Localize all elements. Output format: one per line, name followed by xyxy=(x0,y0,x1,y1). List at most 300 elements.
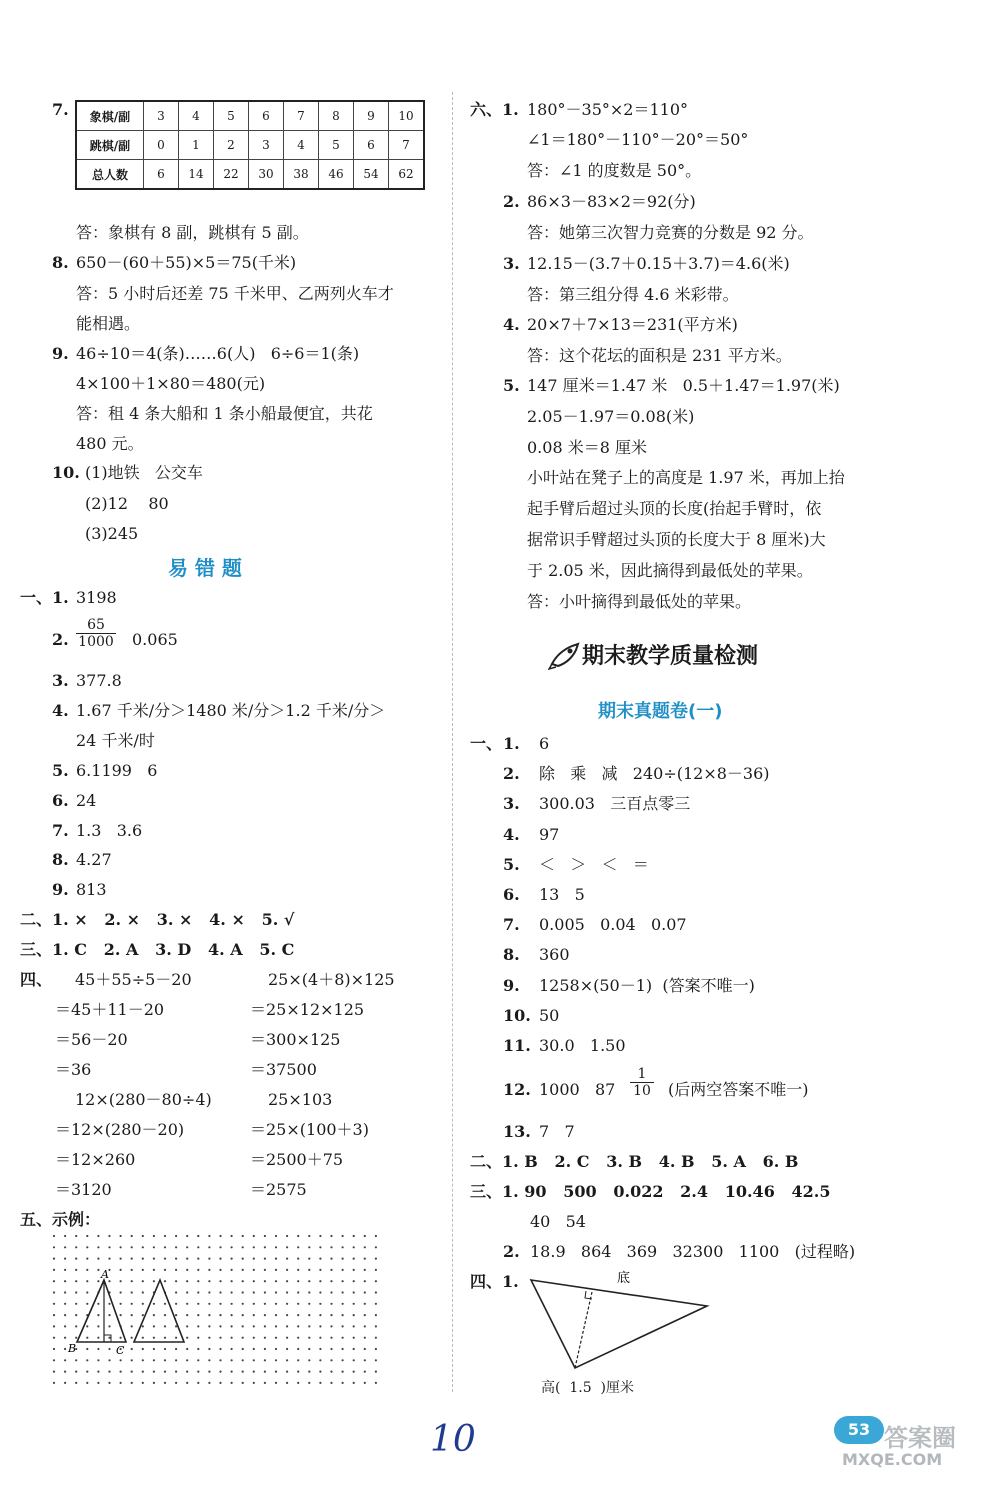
grid-dot xyxy=(308,1382,310,1384)
grid-dot xyxy=(308,1235,310,1237)
grid-dot xyxy=(308,1291,310,1293)
grid-dot xyxy=(208,1314,210,1316)
grid-dot xyxy=(208,1258,210,1260)
answer-line: (1)地铁 公交车 xyxy=(85,463,203,482)
grid-dot xyxy=(153,1280,155,1282)
answer-line: 18.9 864 369 32300 1100 (过程略) xyxy=(530,1242,856,1261)
grid-dot xyxy=(175,1337,177,1339)
grid-dot xyxy=(297,1303,299,1305)
grid-dot xyxy=(97,1258,99,1260)
grid-dot xyxy=(75,1269,77,1271)
table-cell: 4 xyxy=(284,131,319,160)
grid-dot xyxy=(86,1337,88,1339)
grid-dot xyxy=(330,1337,332,1339)
q-number: 7. xyxy=(52,821,69,840)
grid-dot xyxy=(375,1371,377,1373)
grid-dot xyxy=(319,1348,321,1350)
grid-dot xyxy=(153,1258,155,1260)
grid-dot xyxy=(364,1348,366,1350)
row-header: 象棋/副 xyxy=(76,101,144,131)
obtuse-triangle xyxy=(531,1280,707,1368)
answer-line: 4.27 xyxy=(76,850,112,869)
q-number: 4. xyxy=(503,315,520,334)
grid-dot xyxy=(353,1382,355,1384)
grid-dot xyxy=(64,1371,66,1373)
grid-dot xyxy=(186,1246,188,1248)
answer-line: 30.0 1.50 xyxy=(539,1036,626,1055)
grid-dot xyxy=(375,1325,377,1327)
grid-dot xyxy=(286,1269,288,1271)
grid-dot xyxy=(142,1269,144,1271)
grid-dot xyxy=(219,1337,221,1339)
grid-dot xyxy=(164,1314,166,1316)
grid-dot xyxy=(364,1314,366,1316)
section-san-answers: 三、1. C 2. A 3. D 4. A 5. C xyxy=(20,940,295,959)
table-cell: 46 xyxy=(319,160,354,190)
grid-dot xyxy=(142,1258,144,1260)
table-cell: 7 xyxy=(284,101,319,131)
answer-line: 24 xyxy=(76,791,97,810)
grid-dot xyxy=(120,1291,122,1293)
grid-dot xyxy=(64,1235,66,1237)
grid-dot xyxy=(219,1359,221,1361)
label-c: C xyxy=(116,1344,125,1357)
section-title-yicuo: 易 错 题 xyxy=(168,556,242,580)
calc-step: ＝2575 xyxy=(250,1180,307,1199)
grid-dot xyxy=(131,1314,133,1316)
grid-dot xyxy=(375,1246,377,1248)
grid-dot xyxy=(208,1337,210,1339)
grid-dot xyxy=(342,1359,344,1361)
grid-dot xyxy=(208,1325,210,1327)
q-number: 12. xyxy=(503,1080,531,1099)
grid-dot xyxy=(75,1280,77,1282)
grid-dot xyxy=(231,1269,233,1271)
grid-dot xyxy=(253,1325,255,1327)
answer-line: 360 xyxy=(539,945,570,965)
grid-dot xyxy=(108,1371,110,1373)
section-si: 四、1. xyxy=(470,1272,519,1291)
grid-dot xyxy=(308,1303,310,1305)
grid-dot xyxy=(97,1246,99,1248)
grid-dot xyxy=(231,1291,233,1293)
grid-dot xyxy=(364,1291,366,1293)
grid-dot xyxy=(353,1314,355,1316)
grid-dot xyxy=(186,1291,188,1293)
grid-dot xyxy=(242,1371,244,1373)
grid-dot xyxy=(231,1314,233,1316)
grid-dot xyxy=(75,1359,77,1361)
grid-dot xyxy=(219,1280,221,1282)
grid-dot xyxy=(286,1280,288,1282)
grid-dot xyxy=(142,1382,144,1384)
calc-step: 25×103 xyxy=(268,1090,333,1109)
grid-dot xyxy=(231,1325,233,1327)
grid-dot xyxy=(364,1269,366,1271)
grid-dot xyxy=(153,1246,155,1248)
fraction-denominator: 1000 xyxy=(76,633,116,650)
grid-dot xyxy=(264,1246,266,1248)
grid-dot xyxy=(375,1280,377,1282)
grid-dot xyxy=(108,1258,110,1260)
grid-dot xyxy=(142,1314,144,1316)
grid-dot xyxy=(308,1348,310,1350)
grid-dot xyxy=(330,1258,332,1260)
grid-dot xyxy=(264,1235,266,1237)
grid-dot xyxy=(197,1314,199,1316)
grid-dot xyxy=(275,1246,277,1248)
table-cell: 30 xyxy=(249,160,284,190)
q-number: 8. xyxy=(503,945,520,965)
grid-dot xyxy=(286,1359,288,1361)
grid-dot xyxy=(64,1291,66,1293)
grid-dot xyxy=(175,1359,177,1361)
grid-dot xyxy=(120,1269,122,1271)
grid-dot xyxy=(142,1246,144,1248)
grid-dot xyxy=(153,1382,155,1384)
section-wu: 五、示例： xyxy=(20,1210,101,1229)
answer-line: 答：象棋有 8 副，跳棋有 5 副。 xyxy=(76,223,309,242)
answer-line: 12.15－(3.7＋0.15＋3.7)＝4.6(米) xyxy=(527,254,790,273)
grid-dot xyxy=(375,1235,377,1237)
answer-line: 4×100＋1×80＝480(元) xyxy=(76,374,266,393)
grid-dot xyxy=(231,1382,233,1384)
grid-dot xyxy=(208,1246,210,1248)
q7-number: 7. xyxy=(52,100,69,119)
grid-dot xyxy=(175,1348,177,1350)
grid-dot xyxy=(308,1371,310,1373)
grid-dot xyxy=(253,1291,255,1293)
grid-dot xyxy=(142,1235,144,1237)
grid-dot xyxy=(175,1246,177,1248)
grid-dot xyxy=(319,1314,321,1316)
grid-dot xyxy=(120,1382,122,1384)
grid-dot xyxy=(131,1371,133,1373)
grid-dot xyxy=(242,1337,244,1339)
grid-dot xyxy=(342,1382,344,1384)
grid-dot xyxy=(142,1371,144,1373)
calc-step: 45＋55÷5－20 xyxy=(75,970,192,989)
grid-dot xyxy=(275,1348,277,1350)
grid-dot xyxy=(53,1314,55,1316)
row-header: 跳棋/副 xyxy=(76,131,144,160)
grid-dot xyxy=(142,1291,144,1293)
grid-dot xyxy=(330,1303,332,1305)
calc-step: ＝25×(100＋3) xyxy=(250,1120,369,1139)
grid-dot xyxy=(219,1246,221,1248)
fraction-numerator: 1 xyxy=(637,1066,647,1082)
grid-dot xyxy=(153,1371,155,1373)
grid-dot xyxy=(264,1359,266,1361)
answer-line: 小叶站在凳子上的高度是 1.97 米，再加上抬 xyxy=(527,468,845,487)
grid-dot xyxy=(275,1258,277,1260)
fraction-denominator: 10 xyxy=(630,1082,654,1099)
grid-dot xyxy=(86,1359,88,1361)
grid-dot xyxy=(197,1258,199,1260)
grid-dot xyxy=(142,1348,144,1350)
answer-line: 答：∠1 的度数是 50°。 xyxy=(527,161,702,180)
grid-dot xyxy=(297,1337,299,1339)
answer-line: 答：她第三次智力竞赛的分数是 92 分。 xyxy=(527,223,814,242)
q-number: 13. xyxy=(503,1122,531,1141)
grid-dot xyxy=(186,1359,188,1361)
grid-dot xyxy=(120,1314,122,1316)
calc-step: ＝2500＋75 xyxy=(250,1150,344,1169)
section-title-juan: 期末真题卷(一) xyxy=(598,701,723,722)
column-divider xyxy=(452,92,453,1392)
grid-dot xyxy=(164,1258,166,1260)
grid-dot xyxy=(153,1325,155,1327)
answer-line: 0.065 xyxy=(132,630,178,649)
answer-line: 能相遇。 xyxy=(76,314,141,333)
calc-step: ＝36 xyxy=(55,1060,92,1079)
grid-dot xyxy=(353,1246,355,1248)
grid-dot xyxy=(330,1235,332,1237)
calc-step: ＝3120 xyxy=(55,1180,112,1199)
grid-dot xyxy=(131,1382,133,1384)
grid-dot xyxy=(186,1348,188,1350)
q-number: 11. xyxy=(503,1036,531,1055)
calc-step: ＝56－20 xyxy=(55,1030,128,1049)
q-number: 9. xyxy=(503,975,520,995)
grid-dot xyxy=(97,1280,99,1282)
calc-step: ＝300×125 xyxy=(250,1030,341,1049)
grid-dot xyxy=(342,1348,344,1350)
answer-line: 答：这个花坛的面积是 231 平方米。 xyxy=(527,346,792,365)
height-label: 高( 1.5 )厘米 xyxy=(541,1380,634,1396)
answer-line: 6.1199 6 xyxy=(76,761,158,780)
grid-dot xyxy=(353,1325,355,1327)
grid-dot xyxy=(53,1246,55,1248)
grid-dot xyxy=(131,1325,133,1327)
grid-dot xyxy=(264,1258,266,1260)
grid-dot xyxy=(275,1314,277,1316)
grid-dot xyxy=(142,1337,144,1339)
answer-line: 86×3－83×2＝92(分) xyxy=(527,192,696,211)
grid-dot xyxy=(131,1359,133,1361)
grid-dot xyxy=(208,1382,210,1384)
grid-dot xyxy=(297,1258,299,1260)
grid-dot xyxy=(375,1314,377,1316)
grid-dot xyxy=(308,1246,310,1248)
grid-dot xyxy=(319,1269,321,1271)
q-number: 9. xyxy=(52,880,69,899)
grid-dot xyxy=(353,1269,355,1271)
grid-dot xyxy=(319,1258,321,1260)
table-cell: 1 xyxy=(179,131,214,160)
grid-dot xyxy=(319,1235,321,1237)
grid-dot xyxy=(297,1371,299,1373)
grid-dot xyxy=(231,1371,233,1373)
answer-line: (2)12 80 xyxy=(85,494,169,513)
answer-line: 1.67 千米/分＞1480 米/分＞1.2 千米/分＞ xyxy=(76,701,386,720)
grid-dot xyxy=(297,1382,299,1384)
grid-dot xyxy=(186,1280,188,1282)
grid-dot xyxy=(97,1303,99,1305)
q-number: 10. xyxy=(503,1005,531,1025)
grid-dot xyxy=(97,1269,99,1271)
grid-dot xyxy=(342,1280,344,1282)
grid-dot xyxy=(231,1359,233,1361)
section-san-line1: 三、1. 90 500 0.022 2.4 10.46 42.5 xyxy=(470,1182,831,1201)
grid-dot xyxy=(264,1325,266,1327)
grid-dot xyxy=(297,1269,299,1271)
grid-dot xyxy=(197,1269,199,1271)
grid-dot xyxy=(231,1280,233,1282)
grid-dot xyxy=(75,1314,77,1316)
grid-dot xyxy=(175,1235,177,1237)
grid-dot xyxy=(308,1325,310,1327)
grid-dot xyxy=(53,1280,55,1282)
answer-line: 20×7＋7×13＝231(平方米) xyxy=(527,315,738,334)
answer-line: 0.08 米＝8 厘米 xyxy=(527,438,647,457)
answer-line: 13 5 xyxy=(539,885,585,904)
grid-dot xyxy=(286,1235,288,1237)
grid-dot xyxy=(175,1269,177,1271)
grid-dot xyxy=(330,1325,332,1327)
grid-dot xyxy=(242,1314,244,1316)
grid-dot xyxy=(53,1325,55,1327)
grid-dot xyxy=(197,1337,199,1339)
grid-dot xyxy=(342,1246,344,1248)
grid-dot xyxy=(153,1303,155,1305)
grid-dot xyxy=(120,1235,122,1237)
grid-dot xyxy=(64,1337,66,1339)
grid-dot xyxy=(253,1348,255,1350)
grid-dot xyxy=(253,1246,255,1248)
answer-line: 180°－35°×2＝110° xyxy=(527,100,689,119)
grid-dot xyxy=(186,1258,188,1260)
grid-dot xyxy=(286,1246,288,1248)
calc-step: 12×(280－80÷4) xyxy=(75,1090,212,1109)
grid-dot xyxy=(375,1291,377,1293)
grid-dot xyxy=(131,1269,133,1271)
grid-dot xyxy=(264,1382,266,1384)
table-cell: 5 xyxy=(214,101,249,131)
table-cell: 38 xyxy=(284,160,319,190)
grid-dot xyxy=(286,1382,288,1384)
height-line xyxy=(575,1292,592,1368)
label-a: A xyxy=(101,1268,109,1281)
grid-dot xyxy=(208,1269,210,1271)
grid-dot xyxy=(219,1325,221,1327)
grid-dot xyxy=(75,1246,77,1248)
grid-dot xyxy=(253,1371,255,1373)
grid-dot xyxy=(64,1314,66,1316)
grid-dot xyxy=(131,1235,133,1237)
answer-line: 答：5 小时后还差 75 千米甲、乙两列火车才 xyxy=(76,284,394,303)
table-cell: 14 xyxy=(179,160,214,190)
fraction xyxy=(76,617,116,650)
grid-dot xyxy=(231,1258,233,1260)
grid-dot xyxy=(242,1258,244,1260)
grid-dot xyxy=(64,1359,66,1361)
answer-line: ∠1＝180°－110°－20°＝50° xyxy=(527,130,749,149)
q-number: 3. xyxy=(52,671,69,690)
grid-dot xyxy=(219,1303,221,1305)
triangle-abc xyxy=(77,1280,126,1342)
grid-dot xyxy=(75,1303,77,1305)
grid-dot xyxy=(86,1348,88,1350)
answer-line: 于 2.05 米，因此摘得到最低处的苹果。 xyxy=(527,561,813,580)
grid-dot xyxy=(231,1337,233,1339)
grid-dot xyxy=(142,1325,144,1327)
grid-dot xyxy=(153,1235,155,1237)
grid-dot xyxy=(342,1291,344,1293)
grid-dot xyxy=(108,1314,110,1316)
grid-dot xyxy=(53,1359,55,1361)
grid-dot xyxy=(197,1246,199,1248)
table-cell: 8 xyxy=(319,101,354,131)
grid-dot xyxy=(131,1280,133,1282)
grid-dot xyxy=(353,1348,355,1350)
answer-line: 1000 87 xyxy=(539,1080,616,1099)
grid-dot xyxy=(208,1303,210,1305)
grid-dot xyxy=(75,1235,77,1237)
grid-dot xyxy=(86,1325,88,1327)
table-cell: 3 xyxy=(144,101,179,131)
grid-dot xyxy=(153,1348,155,1350)
grid-dot xyxy=(219,1371,221,1373)
table-row xyxy=(76,160,424,190)
grid-dot xyxy=(75,1371,77,1373)
grid-dot xyxy=(164,1303,166,1305)
grid-dot xyxy=(231,1348,233,1350)
grid-dot xyxy=(297,1348,299,1350)
grid-dot xyxy=(353,1337,355,1339)
grid-dot xyxy=(53,1258,55,1260)
grid-dot xyxy=(86,1291,88,1293)
grid-dot xyxy=(120,1303,122,1305)
watermark-url: MXQE.COM xyxy=(842,1450,943,1469)
grid-dot xyxy=(53,1382,55,1384)
q-number: 5. xyxy=(52,761,69,780)
grid-dot xyxy=(353,1291,355,1293)
answer-line: 377.8 xyxy=(76,671,122,690)
grid-dot xyxy=(253,1314,255,1316)
grid-dot xyxy=(353,1371,355,1373)
grid-dot xyxy=(286,1371,288,1373)
grid-dot xyxy=(342,1325,344,1327)
grid-dot xyxy=(353,1359,355,1361)
grid-dot xyxy=(86,1246,88,1248)
grid-dot xyxy=(342,1235,344,1237)
grid-dot xyxy=(375,1303,377,1305)
grid-dot xyxy=(108,1303,110,1305)
answer-line: 650－(60＋55)×5＝75(千米) xyxy=(76,253,297,272)
grid-dot xyxy=(253,1359,255,1361)
page-number-badge xyxy=(834,1416,884,1444)
q-number: 2. xyxy=(52,630,69,649)
grid-dot xyxy=(253,1337,255,1339)
grid-dot xyxy=(131,1246,133,1248)
grid-dot xyxy=(197,1359,199,1361)
grid-dot xyxy=(286,1314,288,1316)
grid-dot xyxy=(97,1337,99,1339)
rocket-icon xyxy=(548,640,584,670)
grid-dot xyxy=(108,1359,110,1361)
grid-dot xyxy=(97,1382,99,1384)
grid-dot xyxy=(264,1303,266,1305)
grid-dot xyxy=(120,1371,122,1373)
grid-dot xyxy=(186,1303,188,1305)
grid-dot xyxy=(330,1382,332,1384)
grid-dot xyxy=(186,1371,188,1373)
grid-dot xyxy=(197,1303,199,1305)
grid-dot xyxy=(175,1382,177,1384)
grid-dot xyxy=(330,1246,332,1248)
calc-step: ＝45＋11－20 xyxy=(55,1000,165,1019)
